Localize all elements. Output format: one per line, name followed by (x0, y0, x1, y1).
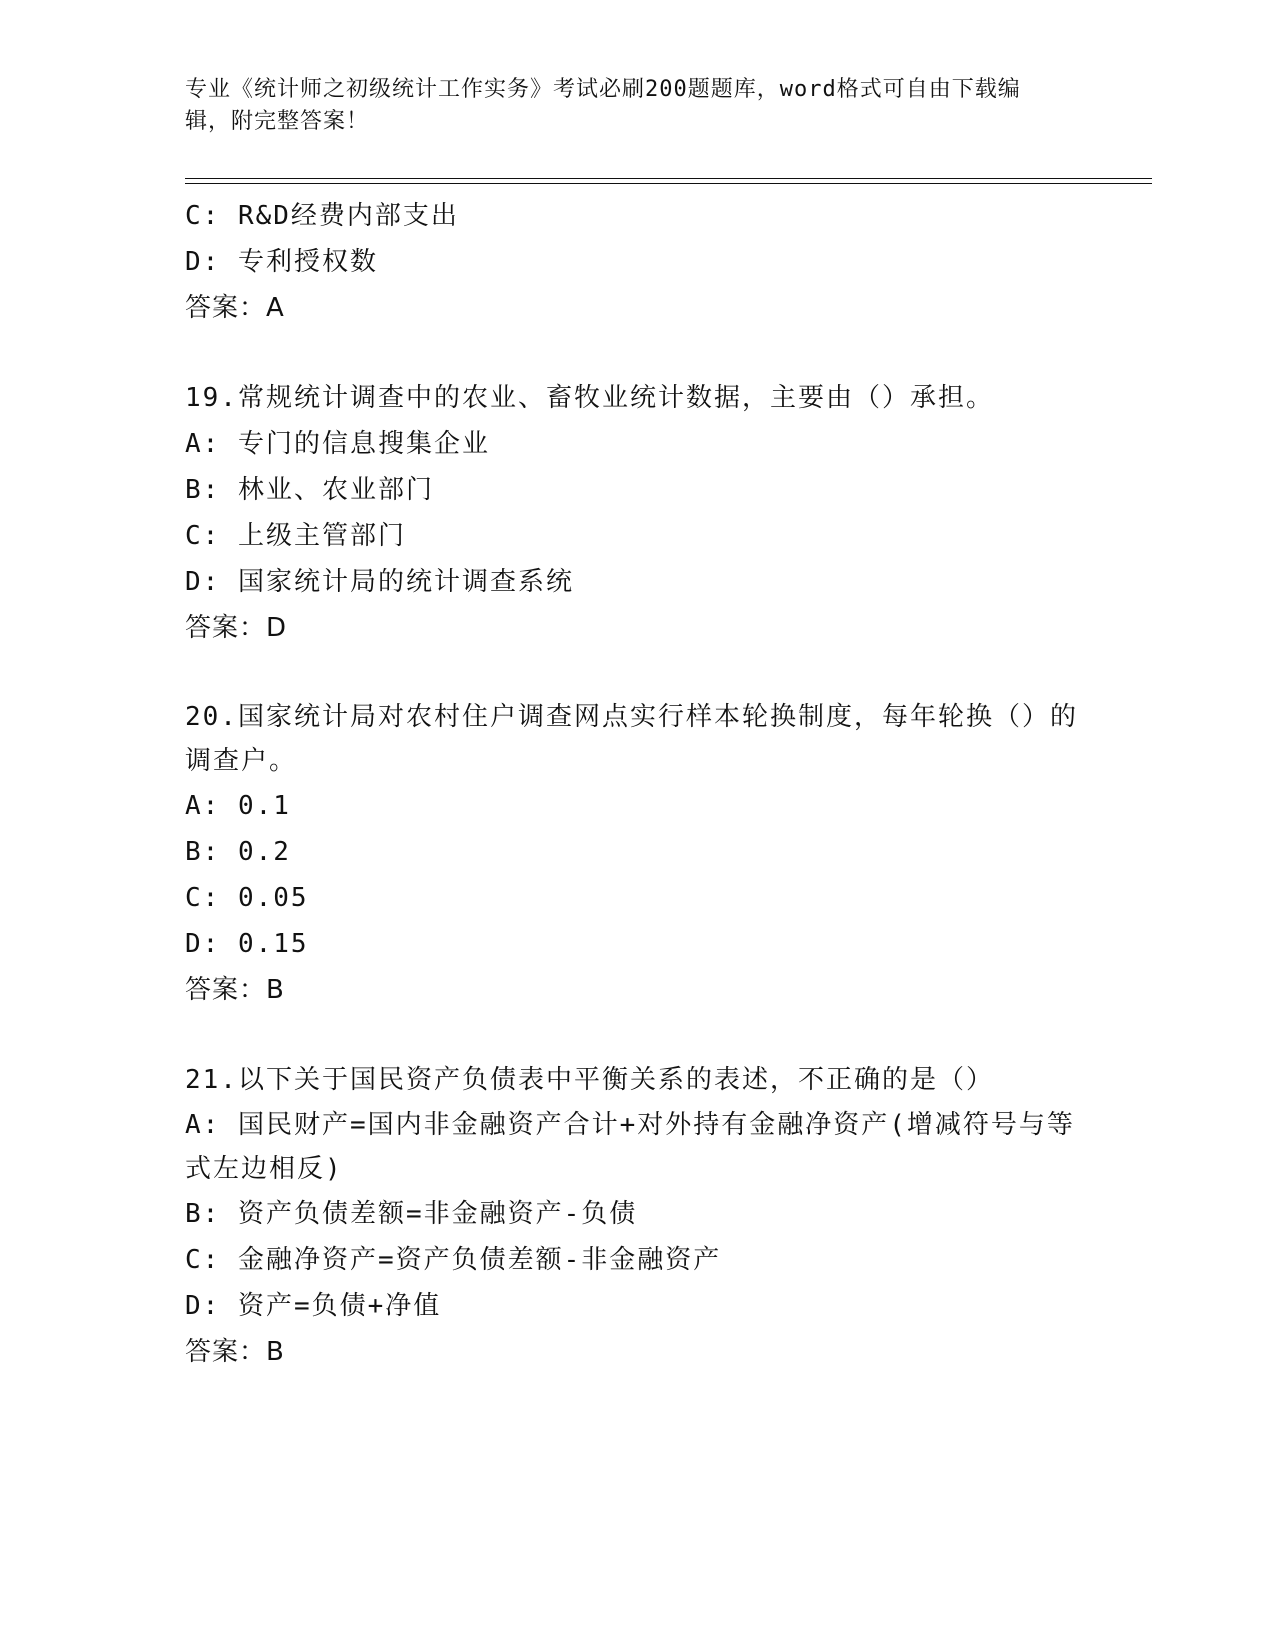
header-rule-bottom (185, 183, 1152, 184)
option-c: C: R&D经费内部支出 (185, 201, 459, 231)
option-c: C: 0.05 (185, 883, 309, 913)
spacer (185, 651, 1085, 695)
prev-question-block (185, 193, 1085, 331)
question-stem: 20.国家统计局对农村住户调查网点实行样本轮换制度，每年轮换（）的调查户。 (185, 702, 1078, 776)
question-content (185, 193, 1085, 1375)
header-rule-top (185, 178, 1152, 179)
question-stem: 19.常规统计调查中的农业、畜牧业统计数据，主要由（）承担。 (185, 383, 994, 413)
question-21 (185, 1057, 1085, 1375)
option-a: A: 0.1 (185, 791, 291, 821)
answer-line: 答案：B (185, 975, 285, 1005)
question-20 (185, 695, 1085, 1013)
answer-line: 答案：B (185, 1337, 285, 1367)
question-stem: 21.以下关于国民资产负债表中平衡关系的表述，不正确的是（） (185, 1065, 994, 1095)
spacer (185, 331, 1085, 375)
answer-line: 答案：D (185, 613, 288, 643)
option-d: D: 资产=负债+净值 (185, 1291, 442, 1321)
option-d: D: 专利授权数 (185, 247, 378, 277)
spacer (185, 1013, 1085, 1057)
option-b: B: 林业、农业部门 (185, 475, 434, 505)
option-b: B: 0.2 (185, 837, 291, 867)
option-d: D: 0.15 (185, 929, 309, 959)
option-c: C: 金融净资产=资产负债差额-非金融资产 (185, 1245, 722, 1275)
option-d: D: 国家统计局的统计调查系统 (185, 567, 574, 597)
option-b: B: 资产负债差额=非金融资产-负债 (185, 1199, 638, 1229)
option-a: A: 专门的信息搜集企业 (185, 429, 490, 459)
answer-line: 答案：A (185, 293, 285, 323)
option-c: C: 上级主管部门 (185, 521, 406, 551)
question-19 (185, 375, 1085, 651)
option-a: A: 国民财产=国内非金融资产合计+对外持有金融净资产(增减符号与等式左边相反) (185, 1110, 1075, 1184)
document-header: 专业《统计师之初级统计工作实务》考试必刷200题题库，word格式可自由下载编辑，附完整答案！ (185, 77, 1021, 134)
